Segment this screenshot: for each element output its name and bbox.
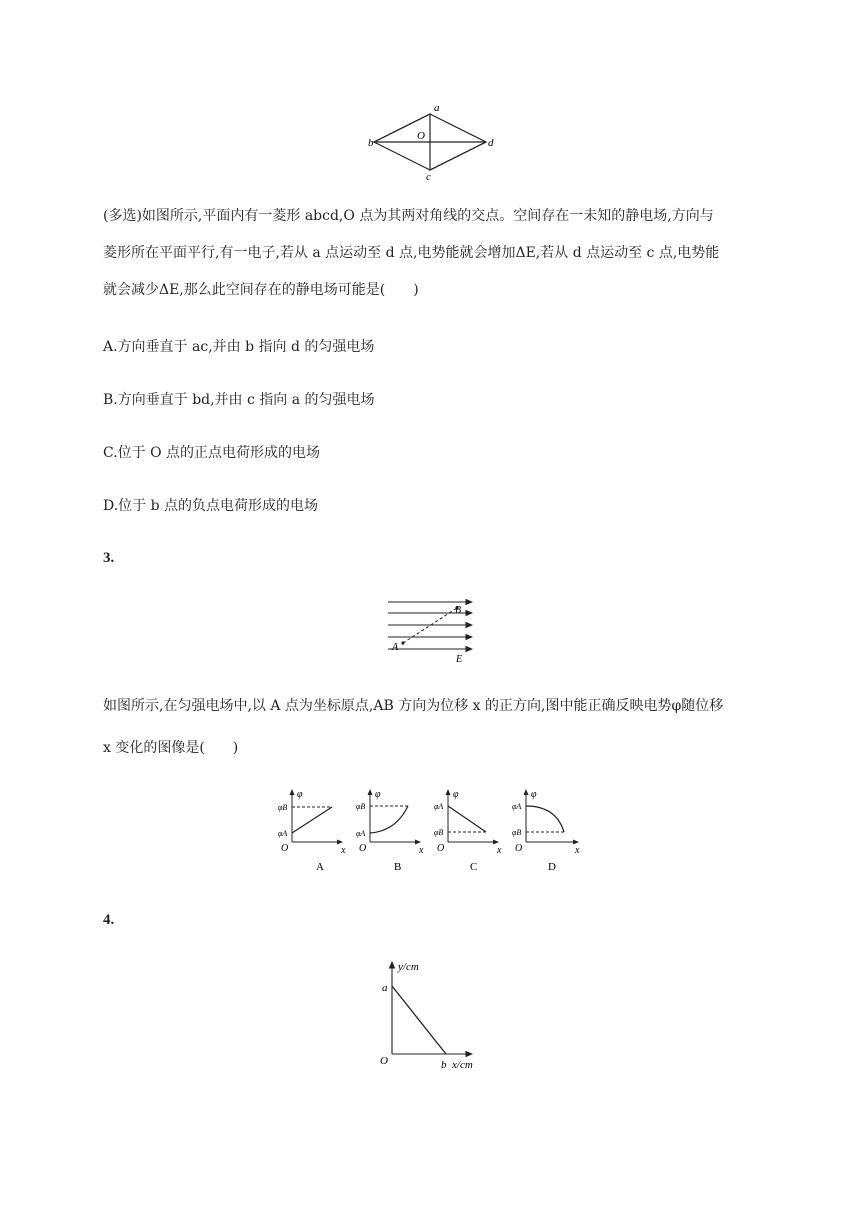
graph-a-top-label: φB (278, 803, 288, 812)
q4-x-axis-label: x/cm (452, 1059, 473, 1071)
label-c: c (426, 171, 431, 182)
graph-b-origin: O (359, 843, 367, 854)
graph-c-top-label: φA (434, 802, 444, 811)
graph-d-origin: O (515, 843, 523, 854)
graph-c-caption: C (470, 861, 478, 873)
graph-a-caption: A (316, 861, 324, 873)
q4-line-ab (392, 986, 446, 1054)
graph-a-origin: O (281, 843, 289, 854)
graph-d-x-label: x (575, 845, 580, 856)
q2-option-a: A.方向垂直于 ac,并由 b 指向 d 的匀强电场 (103, 339, 375, 355)
label-field-e: E (456, 654, 463, 665)
graph-a (278, 789, 346, 873)
graph-a-phi-label: φ (297, 789, 303, 800)
graph-b-phi-label: φ (375, 789, 381, 800)
graph-d-curve (526, 806, 564, 832)
q4-point-a-label: a (382, 982, 388, 994)
graph-a-bottom-label: φA (278, 829, 288, 838)
q2-line-3: 就会减少ΔE,那么此空间存在的静电场可能是( ) (103, 282, 419, 298)
q2-line-2: 菱形所在平面平行,有一电子,若从 a 点运动至 d 点,电势能就会增加ΔE,若从 d 点运动至 c 点,电势能 (103, 245, 720, 261)
graph-b-x-label: x (419, 845, 424, 856)
graph-b-top-label: φB (356, 802, 366, 811)
graph-d-bottom-label: φB (512, 828, 522, 837)
label-b: b (368, 137, 374, 149)
label-d: d (488, 137, 494, 149)
graph-c-bottom-label: φB (434, 828, 444, 837)
graph-c-origin: O (437, 843, 445, 854)
graph-a-line (292, 807, 332, 833)
graph-a-x-label: x (341, 845, 346, 856)
q2-option-d: D.位于 b 点的负点电荷形成的电场 (103, 498, 319, 514)
graph-c-phi-label: φ (453, 789, 459, 800)
graph-b (356, 789, 424, 873)
graph-d-phi-label: φ (531, 789, 537, 800)
graph-d (512, 789, 580, 873)
graph-d-top-label: φA (512, 802, 522, 811)
q3-line-1: 如图所示,在匀强电场中,以 A 点为坐标原点,AB 方向为位移 x 的正方向,图中能正确反映电势φ随位移 (103, 698, 724, 714)
q2-option-b: B.方向垂直于 bd,并由 c 指向 a 的匀强电场 (103, 392, 375, 408)
q4-number: 4. (103, 912, 115, 928)
q3-number: 3. (103, 550, 115, 566)
q4-point-b-label: b (441, 1059, 447, 1071)
label-a: a (434, 102, 440, 114)
graph-b-bottom-label: φA (356, 829, 366, 838)
label-o: O (417, 130, 425, 142)
graph-c-line (448, 806, 486, 832)
graph-d-caption: D (548, 861, 556, 873)
graph-b-caption: B (394, 861, 402, 873)
label-point-b: B (455, 605, 462, 616)
q2-line-1: (多选)如图所示,平面内有一菱形 abcd,O 点为其两对角线的交点。空间存在一未知的静电场,方向与 (103, 208, 714, 224)
rhombus-figure (360, 100, 500, 182)
graph-c-x-label: x (497, 845, 502, 856)
q4-y-axis-label: y/cm (398, 961, 419, 973)
q3-line-2: x 变化的图像是( ) (103, 740, 239, 756)
q4-graph (376, 956, 488, 1074)
q4-origin-label: O (380, 1055, 388, 1067)
graph-c (434, 789, 502, 873)
q2-option-c: C.位于 O 点的正点电荷形成的电场 (103, 445, 321, 461)
phi-x-graphs (276, 786, 586, 876)
graph-b-curve (370, 806, 408, 833)
label-point-a: A (392, 642, 399, 653)
uniform-field-figure (382, 596, 482, 668)
